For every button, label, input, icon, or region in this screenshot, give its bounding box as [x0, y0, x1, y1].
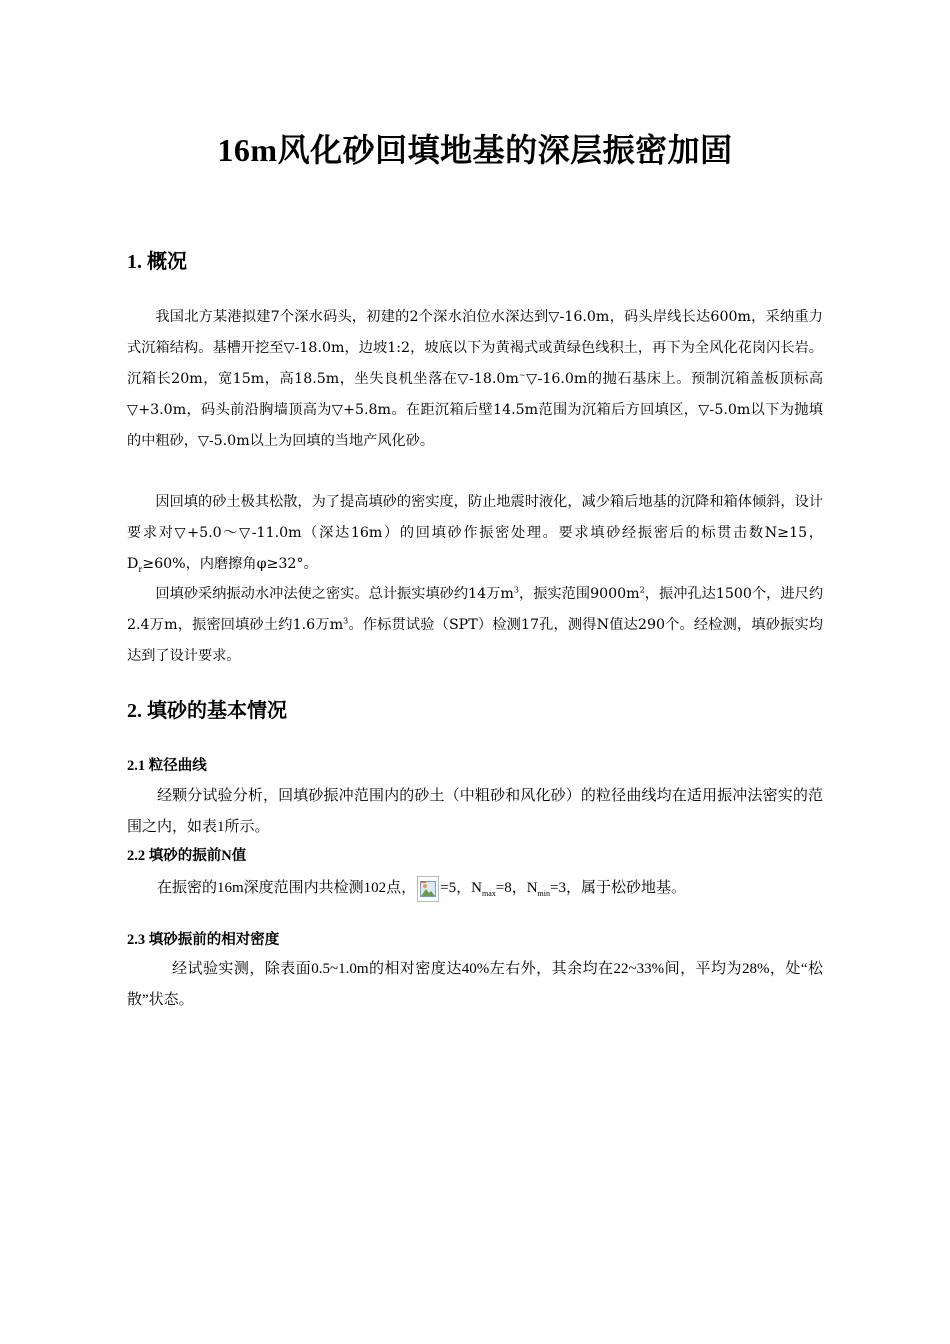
paragraph-overview-2: 因回填的砂土极其松散，为了提高填砂的密实度，防止地震时液化，减少箱后地基的沉降和箱体倾斜，设计要求对▽+5.0～▽-11.0m（深达16m）的回填砂作振密处理。要求填砂经振密后的标贯击数N≥15，$D_r\ge 60\%$，内磨擦角φ≥32°。	[127, 494, 823, 574]
page-title: 16m风化砂回填地基的深层振密加固	[217, 132, 733, 168]
paragraph-overview-3: 回填砂采纳振动水冲法使之密实。总计振实填砂约14万$m^3$，振实范围$9000m^2$，振冲孔达1500个，进尺约2.4万m，振密回填砂土约1.6万$m^3$。作标贯试验（SPT）检测17孔，测得N值达290个。经检测，填砂振实均达到了设计要求。	[127, 585, 824, 664]
subsection-heading-relative-density: 2.3 填砂振前的相对密度	[127, 932, 280, 948]
section-heading-fill-sand: 2. 填砂的基本情况	[127, 700, 287, 722]
subsection-heading-grain-curve: 2.1 粒径曲线	[127, 758, 207, 774]
paragraph-overview-1: 我国北方某港拟建7个深水码头，初建的2个深水泊位水深达到▽-16.0m，码头岸线长达600m，采纳重力式沉箱结构。基槽开挖至▽-18.0m，边坡1:2，坡底以下为黄褐式或黄绿色线积土，再下为全风化花岗闪长岩。沉箱长20m，宽15m，高18.5m，坐失良机坐落在▽-18.0m~▽-16.0m的抛石基床上。预制沉箱盖板顶标高▽+3.0m，码头前沿胸墙顶高为▽+5.8m。在距沉箱后壁14.5m范围为沉箱后方回填区，▽-5.0m以下为抛填的中粗砂，▽-5.0m以上为回填的当地产风化砂。	[127, 309, 824, 449]
paragraph-n-value: 在振密的16m深度范围内共检测102点， =5，$N_{max}=8$，$N_{min}=3$，属于松砂地基。	[127, 873, 823, 904]
image-placeholder-icon	[417, 876, 439, 902]
subsection-heading-n-value: 2.2 填砂的振前N值	[127, 848, 247, 864]
section-heading-overview: 1. 概况	[127, 251, 187, 273]
paragraph-relative-density: 经试验实测，除表面0.5~1.0m的相对密度达40%左右外，其余均在22~33%间，平均为28%，处“松散”状态。	[127, 961, 823, 1008]
paragraph-grain-curve: 经颗分试验分析，回填砂振冲范围内的砂土（中粗砂和风化砂）的粒径曲线均在适用振冲法密实的范围之内，如表1所示。	[127, 788, 823, 835]
